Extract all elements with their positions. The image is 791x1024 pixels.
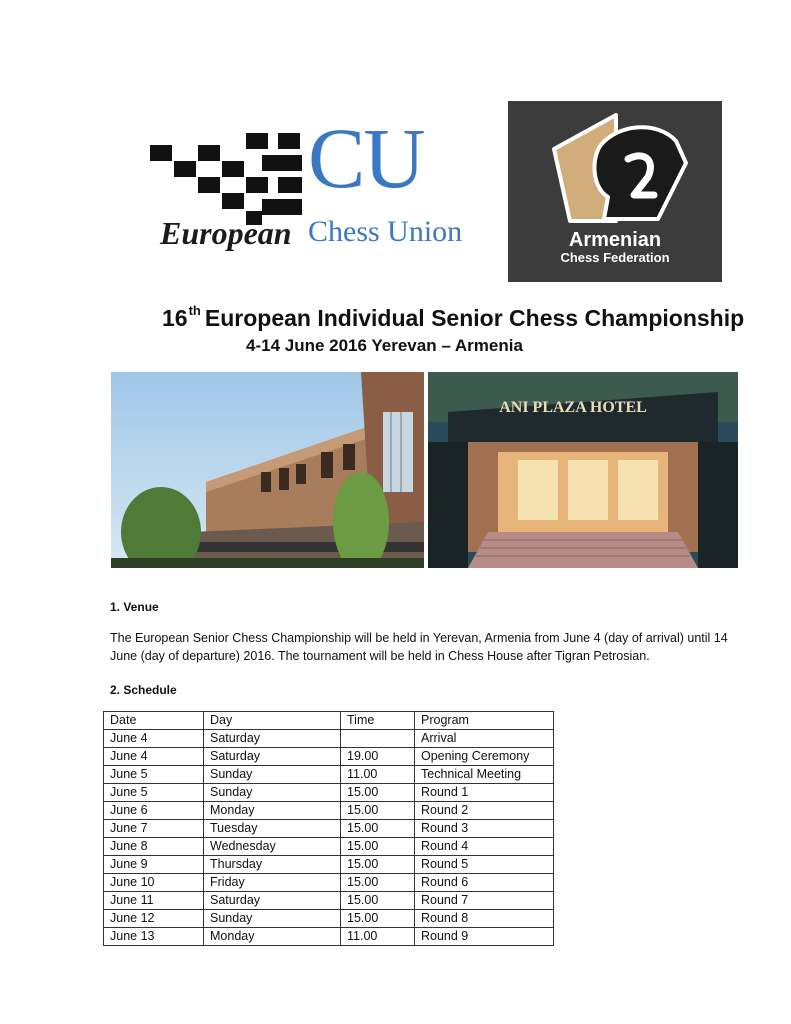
table-row	[104, 874, 554, 892]
cell-day: Sunday	[204, 766, 341, 784]
table-row	[104, 784, 554, 802]
ani-plaza-hotel-photo	[428, 372, 738, 568]
cell-time: 15.00	[341, 892, 415, 910]
page-title	[162, 303, 762, 332]
table-row	[104, 892, 554, 910]
cell-date: June 6	[104, 802, 204, 820]
cell-day: Saturday	[204, 730, 341, 748]
ecu-word-european: European	[160, 215, 292, 251]
cell-program: Round 6	[415, 874, 554, 892]
cell-time: 15.00	[341, 910, 415, 928]
venue-text: The European Senior Chess Championship will be held in Yerevan, Armenia from June 4 (day of arrival) until 14 June (day of departure) 2016. The tournament will be held in Chess House after Tigran Petrosian.	[110, 631, 728, 663]
schedule-heading: 2. Schedule	[110, 683, 177, 697]
cell-date: June 11	[104, 892, 204, 910]
acf-name: Armenian	[568, 229, 662, 251]
cell-date: June 13	[104, 928, 204, 946]
cell-day: Saturday	[204, 892, 341, 910]
cell-day: Tuesday	[204, 820, 341, 838]
chess-house-photo	[111, 372, 424, 568]
table-row	[104, 802, 554, 820]
acf-subtitle: Chess Federation	[560, 250, 670, 265]
cell-time: 15.00	[341, 856, 415, 874]
cell-time: 15.00	[341, 784, 415, 802]
cell-day: Sunday	[204, 910, 341, 928]
table-row	[104, 820, 554, 838]
table-row	[104, 928, 554, 946]
cell-day: Friday	[204, 874, 341, 892]
checkerboard-logo-icon	[148, 133, 308, 228]
cell-time: 19.00	[341, 748, 415, 766]
table-row	[104, 838, 554, 856]
page-subtitle: 4-14 June 2016 Yerevan – Armenia	[246, 336, 523, 355]
cell-time: 11.00	[341, 928, 415, 946]
chess-house-image	[111, 372, 424, 568]
ecu-word-chess-union: Chess Union	[308, 215, 463, 248]
cell-time: 15.00	[341, 874, 415, 892]
column-header-program: Program	[415, 712, 554, 730]
schedule-table	[103, 711, 554, 946]
cell-program: Round 4	[415, 838, 554, 856]
cell-day: Monday	[204, 928, 341, 946]
hotel-image	[428, 372, 738, 568]
cell-day: Wednesday	[204, 838, 341, 856]
title-number: 16	[162, 305, 188, 331]
cell-date: June 10	[104, 874, 204, 892]
cell-date: June 5	[104, 766, 204, 784]
cell-date: June 12	[104, 910, 204, 928]
cell-date: June 7	[104, 820, 204, 838]
table-row	[104, 748, 554, 766]
cell-date: June 4	[104, 748, 204, 766]
venue-heading: 1. Venue	[110, 600, 159, 614]
cell-program: Arrival	[415, 730, 554, 748]
cell-date: June 5	[104, 784, 204, 802]
cell-program: Opening Ceremony	[415, 748, 554, 766]
column-header-day: Day	[204, 712, 341, 730]
cell-program: Round 7	[415, 892, 554, 910]
cell-day: Sunday	[204, 784, 341, 802]
cell-day: Saturday	[204, 748, 341, 766]
table-row	[104, 856, 554, 874]
cell-program: Round 9	[415, 928, 554, 946]
cell-program: Technical Meeting	[415, 766, 554, 784]
cell-date: June 9	[104, 856, 204, 874]
cell-program: Round 8	[415, 910, 554, 928]
cell-program: Round 1	[415, 784, 554, 802]
title-text: European Individual Senior Chess Championship	[204, 305, 745, 331]
ecu-letters: CU	[308, 110, 424, 206]
cell-day: Thursday	[204, 856, 341, 874]
column-header-time: Time	[341, 712, 415, 730]
cell-time	[341, 730, 415, 748]
cell-time: 11.00	[341, 766, 415, 784]
ecu-logo	[148, 110, 483, 260]
hotel-sign: ANI PLAZA HOTEL	[499, 399, 647, 416]
cell-program: Round 5	[415, 856, 554, 874]
cell-time: 15.00	[341, 820, 415, 838]
cell-day: Monday	[204, 802, 341, 820]
cell-time: 15.00	[341, 838, 415, 856]
column-header-date: Date	[104, 712, 204, 730]
table-header-row	[104, 712, 554, 730]
table-row	[104, 766, 554, 784]
cell-date: June 4	[104, 730, 204, 748]
schedule-body	[104, 712, 554, 946]
cell-program: Round 3	[415, 820, 554, 838]
title-ordinal: th	[188, 303, 201, 318]
cell-date: June 8	[104, 838, 204, 856]
acf-logo	[508, 101, 722, 282]
table-row	[104, 910, 554, 928]
table-row	[104, 730, 554, 748]
cell-program: Round 2	[415, 802, 554, 820]
cell-time: 15.00	[341, 802, 415, 820]
